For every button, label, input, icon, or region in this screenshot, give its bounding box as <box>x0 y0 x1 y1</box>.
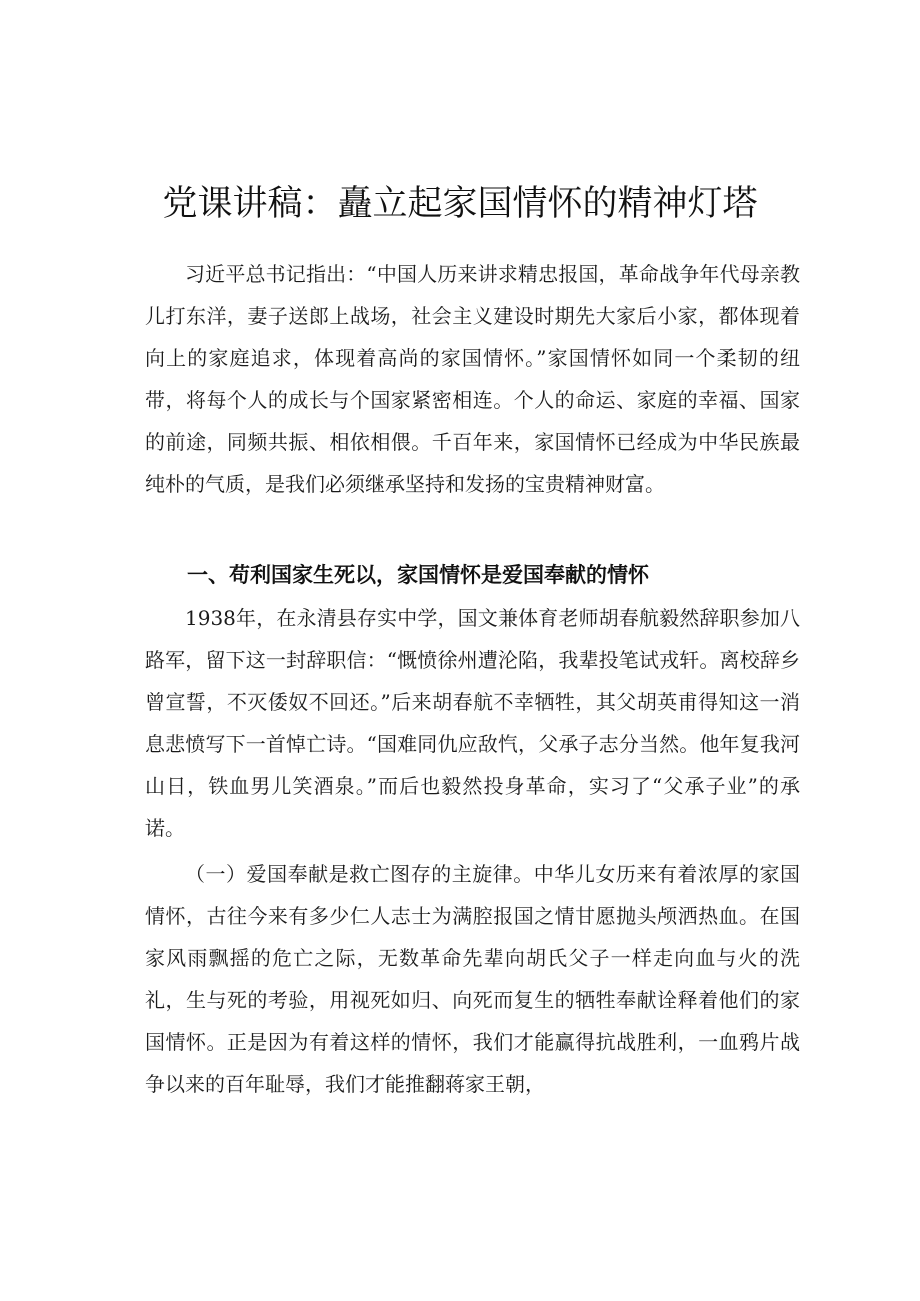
paragraph-subsection-1: （一）爱国奉献是救亡图存的主旋律。中华儿女历来有着浓厚的家国情怀，古往今来有多少仁人志士为满腔报国之情甘愿抛头颅洒热血。在国家风雨飘摇的危亡之际，无数革命先辈向胡氏父子一样走向血与火的洗礼，生与死的考验，用视死如归、向死而复生的牺牲奉献诠释着他们的家国情怀。正是因为有着这样的情怀，我们才能赢得抗战胜利，一血鸦片战争以来的百年耻辱，我们才能推翻蒋家王朝， <box>145 862 800 1096</box>
paragraph-story: 1938年，在永清县存实中学，国文兼体育老师胡春航毅然辞职参加八路军，留下这一封辞职信：“慨愤徐州遭沦陷，我辈投笔试戎轩。离校辞乡曾宣誓，不灭倭奴不回还。”后来胡春航不幸牺牲，其父胡英甫得知这一消息悲愤写下一首悼亡诗。“国难同仇应敌忾，父承子志分当然。他年复我河山日，铁血男儿笑酒泉。”而后也毅然投身革命，实习了“父承子业”的承诺。 <box>145 606 800 840</box>
paragraph-intro: 习近平总书记指出：“中国人历来讲求精忠报国，革命战争年代母亲教儿打东洋，妻子送郎上战场，社会主义建设时期先大家后小家，都体现着向上的家庭追求，体现着高尚的家国情怀。”家国情怀如同一个柔韧的纽带，将每个人的成长与个国家紧密相连。个人的命运、家庭的幸福、国家的前途，同频共振、相依相偎。千百年来，家国情怀已经成为中华民族最纯朴的气质，是我们必须继承坚持和发扬的宝贵精神财富。 <box>145 262 800 496</box>
document-title: 党课讲稿：矗立起家国情怀的精神灯塔 <box>162 184 758 225</box>
section-heading-1: 一、苟利国家生死以，家国情怀是爱国奉献的情怀 <box>187 563 649 587</box>
